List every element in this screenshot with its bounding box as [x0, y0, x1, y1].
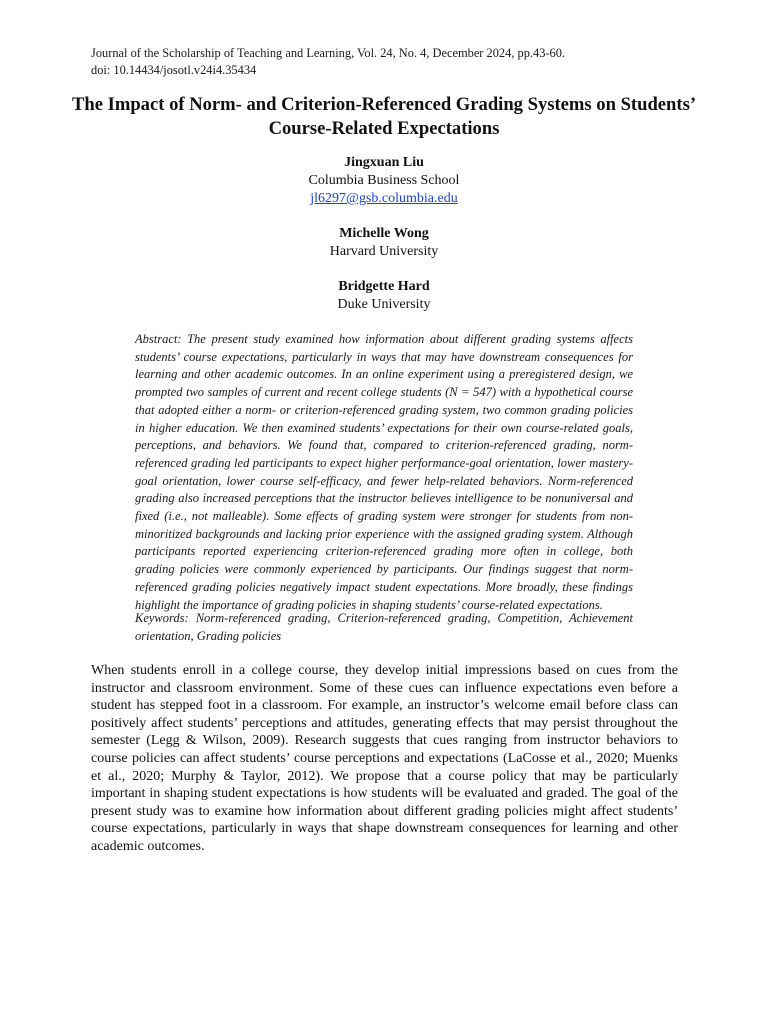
author-name: Jingxuan Liu	[344, 155, 424, 170]
author-affiliation: Duke University	[337, 297, 431, 312]
author-block	[160, 278, 608, 314]
author-email-link[interactable]: jl6297@gsb.columbia.edu	[310, 191, 458, 206]
author-name: Bridgette Hard	[338, 279, 430, 294]
author-affiliation: Columbia Business School	[308, 173, 460, 188]
journal-header	[91, 45, 691, 78]
author-name: Michelle Wong	[339, 226, 429, 241]
abstract: Abstract: The present study examined how information about different grading systems affects students’ course expectations, particularly in ways that may have downstream consequences for learning and other academic outcomes. In an online experiment using a preregistered design, we prompted two samples of current and recent college students (N = 547) with a hypothetical course that adopted either a norm- or criterion-referenced grading system, two common grading policies in higher education. We then examined students’ expectations for their own course-related goals, perceptions, and behaviors. We found that, compared to criterion-referenced grading, norm-referenced grading led participants to expect higher performance-goal orientation, lower mastery-goal orientation, lower course self-efficacy, and fewer help-related behaviors. Norm-referenced grading also increased perceptions that the instructor believes intelligence to be nonuniversal and fixed (i.e., not malleable). Some effects of grading system were stronger for students from non-minoritized backgrounds and lacking prior experience with the assigned grading system. Although participants reported experiencing criterion-referenced grading more often in college, both grading policies were commonly experienced by participants. Our findings suggest that norm-referenced grading policies negatively impact student expectations. More broadly, these findings highlight the importance of grading policies in shaping students’ course-related expectations.	[135, 332, 633, 612]
author-block	[160, 225, 608, 261]
author-affiliation: Harvard University	[329, 244, 439, 259]
doi-line: doi: 10.14434/josotl.v24i4.35434	[91, 62, 257, 77]
author-list	[160, 154, 608, 331]
keywords: Keywords: Norm-referenced grading, Criterion-referenced grading, Competition, Achievement orientation, Grading policies	[135, 611, 633, 643]
body-paragraph: When students enroll in a college course, they develop initial impressions based on cues from the instructor and classroom environment. Some of these cues can influence expectations even before a student has stepped foot in a classroom. For example, an instructor’s welcome email before class can positively affect students’ perceptions and attitudes, generating effects that may persist throughout the semester (Legg & Wilson, 2009). Research suggests that cues ranging from instructor behaviors to course policies can affect students’ course perceptions and expectations (LaCosse et al., 2020; Muenks et al., 2020; Murphy & Taylor, 2012). We propose that a course policy that may be particularly important in shaping student expectations is how students will be evaluated and graded. The goal of the present study was to examine how information about different grading policies might affect students’ course expectations, particularly in ways that shape downstream consequences for learning and other academic outcomes.	[91, 663, 678, 854]
journal-citation: Journal of the Scholarship of Teaching and Learning, Vol. 24, No. 4, December 2024, pp.43-60.	[91, 46, 566, 60]
author-block	[160, 154, 608, 208]
paper-title: The Impact of Norm- and Criterion-Referenced Grading Systems on Students’ Course-Related Expectations	[71, 94, 697, 139]
